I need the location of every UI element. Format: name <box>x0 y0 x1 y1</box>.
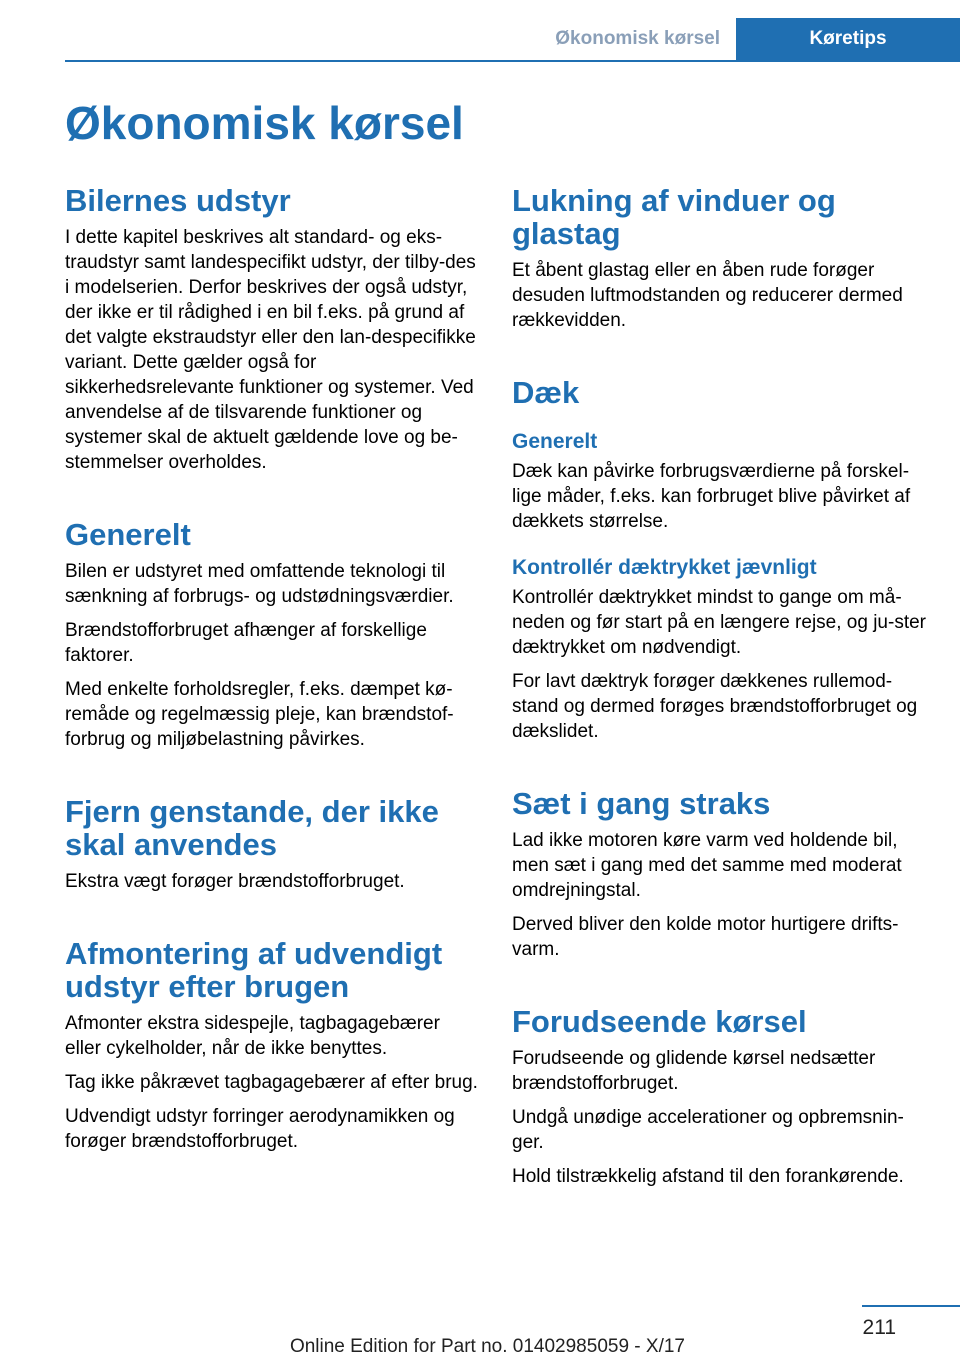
paragraph: Med enkelte forholdsregler, f.eks. dæmpet kø-remåde og regelmæssig pleje, kan brændstof-forbrug og miljøbelastning påvirkes. <box>65 679 454 750</box>
chapter-tab[interactable]: Køretips <box>736 18 960 60</box>
page-number: 211 <box>862 1316 896 1339</box>
paragraph: Afmonter ekstra sidespejle, tagbagagebærer eller cykelholder, når de ikke benyttes. <box>65 1013 440 1059</box>
paragraph: Et åbent glastag eller en åben rude forøger desuden luftmodstanden og reducerer dermed rækkevidden. <box>512 260 903 331</box>
paragraph: Tag ikke påkrævet tagbagagebærer af efter brug. <box>65 1072 478 1093</box>
paragraph: Lad ikke motoren køre varm ved holdende bil, men sæt i gang med det samme med moderat omdrejningstal. <box>512 830 902 901</box>
page-header <box>0 0 960 62</box>
paragraph: Bilen er udstyret med omfattende teknologi til sænkning af forbrugs- og udstødningsværdier. <box>65 561 454 607</box>
paragraph: Forudseende og glidende kørsel nedsætter brændstofforbruget. <box>512 1048 876 1094</box>
header-rule <box>65 60 960 62</box>
paragraph: I dette kapitel beskrives alt standard- og eks-traudstyr samt landespecifikt udstyr, der tilby-des i modelserien. Derfor beskrives der også udstyr, der ikke er til rådighed i en bil f.eks. på grund af det valgte ekstraudstyr eller den lan-despecifikke variant. Dette gælder også for sikkerhedsrelevante funktioner og systemer. Ved anvendelse af de tilsvarende funktioner og systemer skal de aktuelt gældende love og be-stemmelser overholdes. <box>65 227 476 473</box>
paragraph: Udvendigt udstyr forringer aerodynamikken og forøger brændstofforbruget. <box>65 1106 455 1152</box>
subheading-kontroller-daektryk: Kontrollér dæktrykket jævnligt <box>512 556 817 579</box>
paragraph: For lavt dæktryk forøger dækkenes rullemod-stand og dermed forøges brændstofforbruget og dækslidet. <box>512 671 918 742</box>
paragraph: Kontrollér dæktrykket mindst to gange om må-neden og før start på en længere rejse, og ju-ster dæktrykket om nødvendigt. <box>512 587 927 658</box>
paragraph: Brændstofforbruget afhænger af forskellige faktorer. <box>65 620 427 666</box>
paragraph: Hold tilstrækkelig afstand til den forankørende. <box>512 1166 904 1187</box>
paragraph: Undgå unødige accelerationer og opbremsnin-ger. <box>512 1107 904 1153</box>
edition-note: Online Edition for Part no. 01402985059 - X/17 <box>289 1336 685 1357</box>
footer-rule <box>862 1305 960 1307</box>
heading-lukning-af-vinduer: Lukning af vinduer og glastag <box>512 183 836 251</box>
heading-afmontering: Afmontering af udvendigt udstyr efter brugen <box>65 936 443 1004</box>
right-column <box>512 184 928 1198</box>
subheading-generelt: Generelt <box>512 430 598 453</box>
page-title: Økonomisk kørsel <box>65 97 464 149</box>
heading-forudseende-korsel: Forudseende kørsel <box>512 1004 807 1039</box>
heading-generelt: Generelt <box>65 517 191 552</box>
heading-saet-i-gang: Sæt i gang straks <box>512 786 771 821</box>
section-tab[interactable]: Økonomisk kørsel <box>555 28 720 49</box>
heading-fjern-genstande: Fjern genstande, der ikke skal anvendes <box>65 794 439 862</box>
paragraph: Dæk kan påvirke forbrugsværdierne på forskel-lige måder, f.eks. kan forbruget blive påvirket af dækkets størrelse. <box>512 461 911 532</box>
heading-daek: Dæk <box>512 375 580 410</box>
left-column <box>65 184 481 1163</box>
heading-bilernes-udstyr: Bilernes udstyr <box>65 183 291 218</box>
paragraph: Ekstra vægt forøger brændstofforbruget. <box>65 871 405 892</box>
paragraph: Derved bliver den kolde motor hurtigere drifts-varm. <box>512 914 899 960</box>
